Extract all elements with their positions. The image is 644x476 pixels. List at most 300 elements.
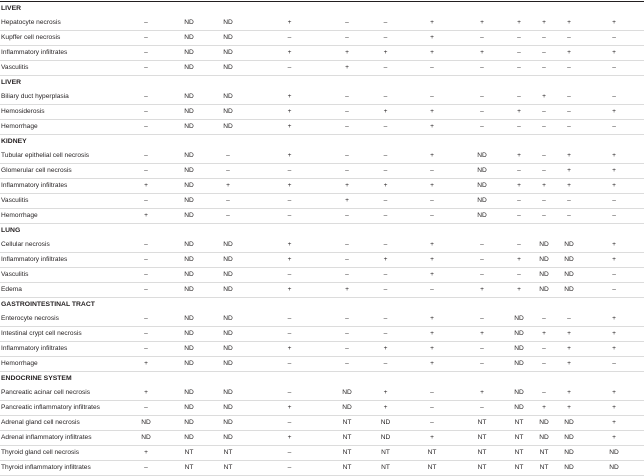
row-label: Vasculitis bbox=[0, 268, 118, 283]
table-cell: ND bbox=[174, 16, 204, 31]
table-cell: + bbox=[584, 164, 644, 179]
table-cell: – bbox=[367, 268, 404, 283]
table-cell: + bbox=[404, 31, 460, 46]
table-cell: + bbox=[534, 16, 554, 31]
row-label: Enterocyte necrosis bbox=[0, 312, 118, 327]
table-cell: ND bbox=[118, 416, 174, 431]
table-cell: – bbox=[534, 164, 554, 179]
table-cell: – bbox=[534, 312, 554, 327]
table-cell: – bbox=[367, 283, 404, 298]
table-cell: + bbox=[584, 431, 644, 446]
table-cell: – bbox=[367, 120, 404, 135]
row-label: Glomerular cell necrosis bbox=[0, 164, 118, 179]
table-row bbox=[0, 357, 644, 372]
table-cell: + bbox=[534, 179, 554, 194]
table-cell: + bbox=[534, 401, 554, 416]
table-body bbox=[0, 2, 644, 476]
row-label: Intestinal crypt cell necrosis bbox=[0, 327, 118, 342]
table-row bbox=[0, 179, 644, 194]
table-cell: ND bbox=[534, 283, 554, 298]
table-cell: – bbox=[504, 46, 534, 61]
table-cell: + bbox=[404, 179, 460, 194]
table-cell: – bbox=[554, 209, 584, 224]
table-cell: – bbox=[118, 401, 174, 416]
section-header-row bbox=[0, 2, 644, 16]
table-row bbox=[0, 209, 644, 224]
table-cell: – bbox=[367, 194, 404, 209]
table-cell: – bbox=[404, 61, 460, 76]
table-cell: + bbox=[252, 431, 327, 446]
section-header-row bbox=[0, 135, 644, 150]
table-cell: + bbox=[534, 327, 554, 342]
table-cell: – bbox=[118, 283, 174, 298]
table-cell: ND bbox=[174, 149, 204, 164]
table-cell: – bbox=[327, 164, 367, 179]
table-cell: + bbox=[252, 105, 327, 120]
table-cell: ND bbox=[174, 416, 204, 431]
table-cell: – bbox=[252, 194, 327, 209]
table-cell: – bbox=[460, 342, 504, 357]
table-cell: ND bbox=[204, 401, 252, 416]
table-cell: ND bbox=[174, 401, 204, 416]
table-cell: NT bbox=[534, 461, 554, 476]
table-cell: ND bbox=[204, 31, 252, 46]
table-cell: – bbox=[327, 149, 367, 164]
table-cell: + bbox=[584, 253, 644, 268]
table-cell: ND bbox=[174, 342, 204, 357]
table-cell: – bbox=[327, 209, 367, 224]
table-row bbox=[0, 431, 644, 446]
table-cell: + bbox=[367, 105, 404, 120]
row-label: Vasculitis bbox=[0, 194, 118, 209]
table-cell: – bbox=[118, 46, 174, 61]
table-cell: – bbox=[404, 401, 460, 416]
table-cell: + bbox=[504, 179, 534, 194]
table-cell: ND bbox=[584, 461, 644, 476]
table-cell: – bbox=[504, 238, 534, 253]
table-cell: + bbox=[554, 342, 584, 357]
table-cell: – bbox=[534, 46, 554, 61]
table-cell: ND bbox=[204, 357, 252, 372]
table-cell: – bbox=[118, 105, 174, 120]
table-cell: – bbox=[367, 238, 404, 253]
table-cell: – bbox=[504, 31, 534, 46]
table-cell: + bbox=[252, 120, 327, 135]
table-cell: – bbox=[460, 253, 504, 268]
table-row bbox=[0, 446, 644, 461]
table-cell: ND bbox=[174, 105, 204, 120]
table-cell: + bbox=[404, 238, 460, 253]
row-label: Thyroid gland cell necrosis bbox=[0, 446, 118, 461]
table-cell: NT bbox=[327, 446, 367, 461]
table-cell: NT bbox=[174, 446, 204, 461]
table-cell: – bbox=[504, 61, 534, 76]
table-cell: – bbox=[404, 209, 460, 224]
row-label: Adrenal inflammatory infiltrates bbox=[0, 431, 118, 446]
table-cell: – bbox=[534, 357, 554, 372]
table-cell: ND bbox=[554, 268, 584, 283]
table-row bbox=[0, 149, 644, 164]
table-row bbox=[0, 342, 644, 357]
table-cell: – bbox=[252, 446, 327, 461]
table-cell: – bbox=[252, 357, 327, 372]
table-cell: ND bbox=[204, 238, 252, 253]
table-row bbox=[0, 386, 644, 401]
table-cell: ND bbox=[174, 283, 204, 298]
table-cell: – bbox=[252, 164, 327, 179]
table-cell: NT bbox=[504, 461, 534, 476]
table-cell: + bbox=[367, 253, 404, 268]
table-cell: ND bbox=[204, 283, 252, 298]
table-cell: ND bbox=[504, 327, 534, 342]
table-row bbox=[0, 90, 644, 105]
table-cell: + bbox=[118, 446, 174, 461]
table-cell: – bbox=[367, 61, 404, 76]
table-cell: – bbox=[584, 194, 644, 209]
row-label: Vasculitis bbox=[0, 61, 118, 76]
table-cell: – bbox=[534, 31, 554, 46]
table-row bbox=[0, 238, 644, 253]
table-cell: + bbox=[460, 16, 504, 31]
table-cell: – bbox=[554, 31, 584, 46]
table-cell: – bbox=[460, 31, 504, 46]
table-cell: ND bbox=[174, 46, 204, 61]
table-cell: ND bbox=[204, 416, 252, 431]
row-label: Cellular necrosis bbox=[0, 238, 118, 253]
section-title: ENDOCRINE SYSTEM bbox=[1, 375, 72, 382]
row-label: Pancreatic acinar cell necrosis bbox=[0, 386, 118, 401]
table-cell: + bbox=[554, 46, 584, 61]
table-cell: + bbox=[584, 416, 644, 431]
table-cell: NT bbox=[534, 446, 554, 461]
table-cell: ND bbox=[554, 446, 584, 461]
table-cell: – bbox=[504, 90, 534, 105]
table-cell: + bbox=[584, 327, 644, 342]
table-cell: + bbox=[554, 327, 584, 342]
table-cell: + bbox=[252, 253, 327, 268]
table-row bbox=[0, 401, 644, 416]
section-title: GASTROINTESTINAL TRACT bbox=[1, 301, 95, 308]
table-cell: ND bbox=[367, 431, 404, 446]
table-cell: ND bbox=[174, 31, 204, 46]
section-header-row bbox=[0, 372, 644, 387]
table-cell: – bbox=[460, 268, 504, 283]
table-cell: + bbox=[584, 16, 644, 31]
table-cell: – bbox=[504, 120, 534, 135]
table-cell: + bbox=[460, 386, 504, 401]
table-cell: + bbox=[504, 105, 534, 120]
table-cell: + bbox=[504, 16, 534, 31]
table-cell: – bbox=[118, 149, 174, 164]
table-cell: – bbox=[404, 386, 460, 401]
table-cell: – bbox=[554, 61, 584, 76]
table-cell: – bbox=[252, 416, 327, 431]
table-cell: + bbox=[584, 46, 644, 61]
table-cell: + bbox=[252, 238, 327, 253]
table-cell: – bbox=[327, 238, 367, 253]
table-cell: ND bbox=[174, 327, 204, 342]
table-cell: ND bbox=[584, 446, 644, 461]
table-cell: ND bbox=[504, 386, 534, 401]
table-cell: – bbox=[460, 90, 504, 105]
table-cell: ND bbox=[554, 283, 584, 298]
table-row bbox=[0, 283, 644, 298]
table-cell: – bbox=[252, 386, 327, 401]
table-cell: – bbox=[118, 342, 174, 357]
table-cell: ND bbox=[174, 61, 204, 76]
table-cell: – bbox=[327, 357, 367, 372]
table-cell: – bbox=[118, 238, 174, 253]
table-cell: + bbox=[404, 431, 460, 446]
table-cell: – bbox=[404, 283, 460, 298]
table-cell: – bbox=[327, 253, 367, 268]
table-cell: NT bbox=[504, 431, 534, 446]
row-label: Inflammatory infiltrates bbox=[0, 179, 118, 194]
table-cell: ND bbox=[534, 238, 554, 253]
table-cell: – bbox=[327, 16, 367, 31]
row-label: Inflammatory infiltrates bbox=[0, 253, 118, 268]
table-cell: + bbox=[460, 283, 504, 298]
table-cell: – bbox=[327, 327, 367, 342]
row-label: Inflammatory infiltrates bbox=[0, 46, 118, 61]
table-cell: – bbox=[327, 90, 367, 105]
table-cell: + bbox=[504, 283, 534, 298]
row-label: Hemosiderosis bbox=[0, 105, 118, 120]
table-cell: – bbox=[367, 164, 404, 179]
table-cell: – bbox=[534, 61, 554, 76]
table-cell: ND bbox=[174, 357, 204, 372]
table-cell: ND bbox=[174, 194, 204, 209]
table-cell: – bbox=[204, 149, 252, 164]
row-label: Hemorrhage bbox=[0, 209, 118, 224]
table-cell: ND bbox=[504, 342, 534, 357]
table-cell: NT bbox=[504, 446, 534, 461]
table-cell: ND bbox=[204, 268, 252, 283]
table-cell: + bbox=[252, 342, 327, 357]
table-row bbox=[0, 194, 644, 209]
table-cell: NT bbox=[367, 461, 404, 476]
table-cell: + bbox=[584, 105, 644, 120]
table-cell: – bbox=[252, 312, 327, 327]
section-title: LIVER bbox=[1, 79, 22, 86]
table-row bbox=[0, 253, 644, 268]
table-cell: – bbox=[367, 149, 404, 164]
table-cell: – bbox=[252, 61, 327, 76]
table-cell: ND bbox=[174, 268, 204, 283]
table-cell: + bbox=[554, 401, 584, 416]
table-cell: + bbox=[327, 179, 367, 194]
table-cell: – bbox=[554, 90, 584, 105]
table-cell: – bbox=[584, 120, 644, 135]
table-cell: ND bbox=[174, 386, 204, 401]
table-cell: NT bbox=[327, 416, 367, 431]
table-cell: – bbox=[327, 312, 367, 327]
table-cell: ND bbox=[554, 431, 584, 446]
table-row bbox=[0, 120, 644, 135]
table-cell: ND bbox=[554, 238, 584, 253]
table-cell: – bbox=[327, 120, 367, 135]
table-cell: ND bbox=[460, 179, 504, 194]
table-cell: NT bbox=[404, 461, 460, 476]
row-label: Tubular epithelial cell necrosis bbox=[0, 149, 118, 164]
table-cell: ND bbox=[534, 431, 554, 446]
table-cell: + bbox=[367, 386, 404, 401]
table-cell: + bbox=[404, 105, 460, 120]
row-label: Hemorrhage bbox=[0, 357, 118, 372]
section-title: LIVER bbox=[1, 5, 22, 12]
table-cell: – bbox=[504, 268, 534, 283]
table-cell: ND bbox=[118, 431, 174, 446]
table-cell: – bbox=[252, 268, 327, 283]
table-cell: + bbox=[584, 312, 644, 327]
table-cell: – bbox=[252, 209, 327, 224]
table-cell: – bbox=[118, 90, 174, 105]
table-cell: ND bbox=[204, 312, 252, 327]
table-cell: – bbox=[204, 164, 252, 179]
table-cell: ND bbox=[174, 209, 204, 224]
table-cell: + bbox=[404, 327, 460, 342]
table-cell: ND bbox=[174, 179, 204, 194]
table-cell: + bbox=[584, 342, 644, 357]
table-row bbox=[0, 268, 644, 283]
section-title: LUNG bbox=[1, 227, 21, 234]
table-cell: – bbox=[252, 461, 327, 476]
table-cell: NT bbox=[504, 416, 534, 431]
table-cell: + bbox=[118, 179, 174, 194]
table-cell: + bbox=[554, 149, 584, 164]
table-cell: – bbox=[534, 105, 554, 120]
table-cell: – bbox=[584, 283, 644, 298]
table-cell: – bbox=[584, 268, 644, 283]
table-cell: + bbox=[404, 46, 460, 61]
table-row bbox=[0, 16, 644, 31]
table-cell: NT bbox=[367, 446, 404, 461]
row-label: Edema bbox=[0, 283, 118, 298]
table-cell: + bbox=[584, 149, 644, 164]
table-cell: ND bbox=[174, 238, 204, 253]
table-cell: – bbox=[460, 105, 504, 120]
table-cell: – bbox=[367, 327, 404, 342]
table-cell: ND bbox=[204, 105, 252, 120]
table-cell: ND bbox=[327, 401, 367, 416]
table-cell: + bbox=[460, 46, 504, 61]
table-cell: NT bbox=[204, 461, 252, 476]
table-cell: + bbox=[327, 194, 367, 209]
table-cell: – bbox=[504, 194, 534, 209]
table-cell: + bbox=[404, 149, 460, 164]
table-cell: – bbox=[118, 31, 174, 46]
table-cell: NT bbox=[404, 446, 460, 461]
table-cell: – bbox=[367, 90, 404, 105]
row-label: Adrenal gland cell necrosis bbox=[0, 416, 118, 431]
table-cell: ND bbox=[504, 312, 534, 327]
table-cell: ND bbox=[174, 164, 204, 179]
table-cell: + bbox=[584, 238, 644, 253]
table-cell: – bbox=[584, 31, 644, 46]
table-cell: – bbox=[534, 149, 554, 164]
table-cell: – bbox=[554, 194, 584, 209]
section-header-row bbox=[0, 298, 644, 313]
table-cell: – bbox=[534, 386, 554, 401]
table-cell: + bbox=[554, 164, 584, 179]
table-cell: + bbox=[252, 46, 327, 61]
row-label: Hepatocyte necrosis bbox=[0, 16, 118, 31]
table-cell: + bbox=[534, 90, 554, 105]
table-cell: + bbox=[554, 357, 584, 372]
table-cell: + bbox=[252, 149, 327, 164]
table-row bbox=[0, 327, 644, 342]
table-cell: + bbox=[204, 179, 252, 194]
table-cell: – bbox=[404, 416, 460, 431]
row-label: Hemorrhage bbox=[0, 120, 118, 135]
table-cell: – bbox=[118, 16, 174, 31]
table-cell: – bbox=[460, 61, 504, 76]
table-cell: – bbox=[327, 268, 367, 283]
table-cell: + bbox=[554, 16, 584, 31]
table-cell: + bbox=[252, 401, 327, 416]
table-row bbox=[0, 461, 644, 476]
table-cell: + bbox=[554, 386, 584, 401]
table-cell: ND bbox=[460, 194, 504, 209]
table-cell: – bbox=[504, 164, 534, 179]
row-label: Biliary duct hyperplasia bbox=[0, 90, 118, 105]
table-cell: – bbox=[584, 90, 644, 105]
table-cell: ND bbox=[204, 16, 252, 31]
table-cell: – bbox=[204, 209, 252, 224]
table-cell: – bbox=[118, 327, 174, 342]
table-row bbox=[0, 31, 644, 46]
table-row bbox=[0, 61, 644, 76]
table-cell: – bbox=[460, 120, 504, 135]
row-label: Kupffer cell necrosis bbox=[0, 31, 118, 46]
table-cell: + bbox=[404, 268, 460, 283]
section-header-row bbox=[0, 76, 644, 91]
table-cell: – bbox=[118, 253, 174, 268]
table-cell: + bbox=[554, 179, 584, 194]
table-cell: ND bbox=[534, 268, 554, 283]
table-cell: + bbox=[367, 179, 404, 194]
table-cell: ND bbox=[204, 46, 252, 61]
table-cell: – bbox=[327, 31, 367, 46]
table-cell: – bbox=[204, 194, 252, 209]
table-cell: – bbox=[460, 312, 504, 327]
table-cell: – bbox=[252, 31, 327, 46]
table-cell: – bbox=[584, 61, 644, 76]
section-header-row bbox=[0, 224, 644, 239]
table-cell: + bbox=[252, 90, 327, 105]
table-cell: – bbox=[252, 327, 327, 342]
table-cell: – bbox=[460, 401, 504, 416]
table-cell: – bbox=[367, 31, 404, 46]
table-cell: ND bbox=[204, 431, 252, 446]
table-cell: ND bbox=[204, 327, 252, 342]
table-cell: + bbox=[118, 209, 174, 224]
table-cell: + bbox=[504, 149, 534, 164]
table-cell: – bbox=[534, 209, 554, 224]
table-cell: + bbox=[327, 46, 367, 61]
table-row bbox=[0, 105, 644, 120]
table-cell: – bbox=[367, 209, 404, 224]
table-cell: ND bbox=[460, 209, 504, 224]
table-cell: + bbox=[504, 253, 534, 268]
table-cell: NT bbox=[174, 461, 204, 476]
table-cell: ND bbox=[174, 312, 204, 327]
table-cell: + bbox=[460, 327, 504, 342]
table-cell: – bbox=[118, 194, 174, 209]
table-cell: ND bbox=[174, 90, 204, 105]
table-cell: + bbox=[118, 386, 174, 401]
table-cell: ND bbox=[174, 431, 204, 446]
